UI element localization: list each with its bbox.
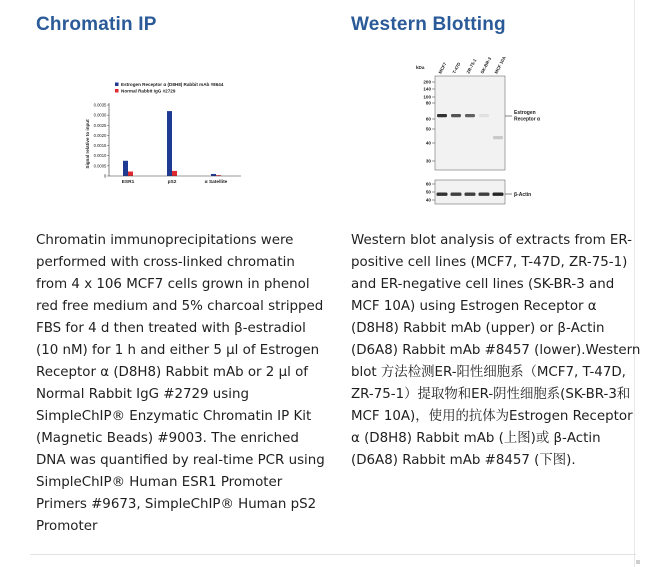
y-tick-label: 0.0035 xyxy=(93,102,107,108)
lane-label: SK-BR-3 xyxy=(479,56,493,75)
y-tick-label: 0.0020 xyxy=(93,132,107,138)
upper-band-label-1: Estrogen xyxy=(514,110,536,116)
western-blotting-title: Western Blotting xyxy=(351,14,506,35)
bottom-divider xyxy=(30,554,636,555)
actin-band xyxy=(493,193,504,196)
legend-entry: Normal Rabbit IgG #2729 xyxy=(121,88,176,94)
lower-band-label: β-Actin xyxy=(514,192,532,198)
y-axis-ticks xyxy=(94,103,109,179)
mw-marker-label: 40 xyxy=(425,140,431,146)
actin-band xyxy=(465,193,476,196)
bar xyxy=(172,171,177,176)
bar xyxy=(211,174,216,176)
kda-label: kDa xyxy=(416,65,425,70)
mw-marker-label: 60 xyxy=(425,116,431,122)
chart-bars xyxy=(123,111,221,176)
upper-band-label-2: Receptor α xyxy=(514,116,541,123)
er-band xyxy=(493,136,503,139)
upper-blot-panel xyxy=(435,76,505,170)
bar xyxy=(167,111,172,176)
x-tick-label: ESR1 xyxy=(121,180,135,185)
lower-bands xyxy=(437,193,504,196)
bar xyxy=(128,172,133,176)
western-blot-image xyxy=(411,52,576,212)
lane-labels xyxy=(437,55,507,75)
mw-marker-label: 60 xyxy=(425,181,431,187)
corner-mark xyxy=(636,560,640,564)
y-tick-label: 0.0030 xyxy=(93,112,107,118)
bar xyxy=(123,161,128,176)
legend-entry: Estrogen Receptor α (D8H8) Rabbit mAb #8644 xyxy=(121,82,224,87)
er-band xyxy=(479,114,489,117)
legend-swatch xyxy=(115,83,119,87)
western-blotting-caption: Western blot analysis of extracts from ER-positive cell lines (MCF7, T-47D, ZR-75-1) and ER-negative cell lines (SK-BR-3 and MCF 10A) using Estrogen Receptor α (D8H8) Rabbit mAb (upper) or β-Actin (D6A8) Rabbit mAb #8457 (lower).Western blot 方法检测ER-阳性细胞系（MCF7, T-47D, ZR-75-1）提取物和ER-阴性细胞系(SK-BR-3和MCF 10A)，使用的抗体为Estrogen Receptor α (D8H8) Rabbit mAb (上图)或 β-Actin (D6A8) Rabbit mAb #8457 (下图). xyxy=(351,233,641,468)
lower-blot-panel xyxy=(435,180,505,204)
mw-marker-label: 50 xyxy=(425,126,431,132)
er-band xyxy=(437,114,447,117)
x-axis-labels xyxy=(122,179,228,185)
actin-band xyxy=(451,193,462,196)
y-tick-label: 0 xyxy=(104,173,107,179)
mw-marker-label: 40 xyxy=(425,197,431,203)
chromatin-ip-title: Chromatin IP xyxy=(36,14,157,35)
actin-band xyxy=(479,193,490,196)
legend-swatch xyxy=(115,89,119,93)
y-tick-label: 0.0005 xyxy=(93,163,107,169)
upper-mw-markers xyxy=(423,80,435,164)
er-band xyxy=(465,114,475,117)
actin-band xyxy=(437,193,448,196)
lower-mw-markers xyxy=(426,182,435,203)
y-tick-label: 0.0025 xyxy=(93,122,107,128)
lane-label: MCF 10A xyxy=(493,55,507,75)
mw-marker-label: 140 xyxy=(423,86,431,92)
y-tick-label: 0.0010 xyxy=(93,153,107,159)
y-axis-label: Signal relative to input xyxy=(85,119,90,169)
x-tick-label: pS2 xyxy=(167,180,177,185)
x-tick-label: α Satellite xyxy=(204,180,228,185)
er-band xyxy=(451,114,461,117)
lane-label: T-47D xyxy=(451,61,462,75)
mw-marker-label: 30 xyxy=(425,158,431,164)
chromatin-ip-caption: Chromatin immunoprecipitations were performed with cross-linked chromatin from 4 x 106 MCF7 cells grown in phenol red free medium and 5% charcoal stripped FBS for 4 d then treated with β-estradiol (10 nM) for 1 h and either 5 µl of Estrogen Receptor α (D8H8) Rabbit mAb or 2 µl of Normal Rabbit IgG #2729 using SimpleChIP® Enzymatic Chromatin IP Kit (Magnetic Beads) #9003. The enriched DNA was quantified by real-time PCR using SimpleChIP® Human ESR1 Promoter Primers #9673, SimpleChIP® Human pS2 Promoter xyxy=(36,233,325,534)
y-tick-label: 0.0015 xyxy=(93,143,107,149)
chip-bar-chart xyxy=(81,80,281,190)
mw-marker-label: 50 xyxy=(425,189,431,195)
mw-marker-label: 200 xyxy=(423,79,431,85)
mw-marker-label: 80 xyxy=(425,100,431,106)
mw-marker-label: 100 xyxy=(423,94,431,100)
lane-label: ZR-75-1 xyxy=(465,57,478,75)
chart-legend xyxy=(115,82,224,94)
lane-label: MCF7 xyxy=(437,61,448,75)
